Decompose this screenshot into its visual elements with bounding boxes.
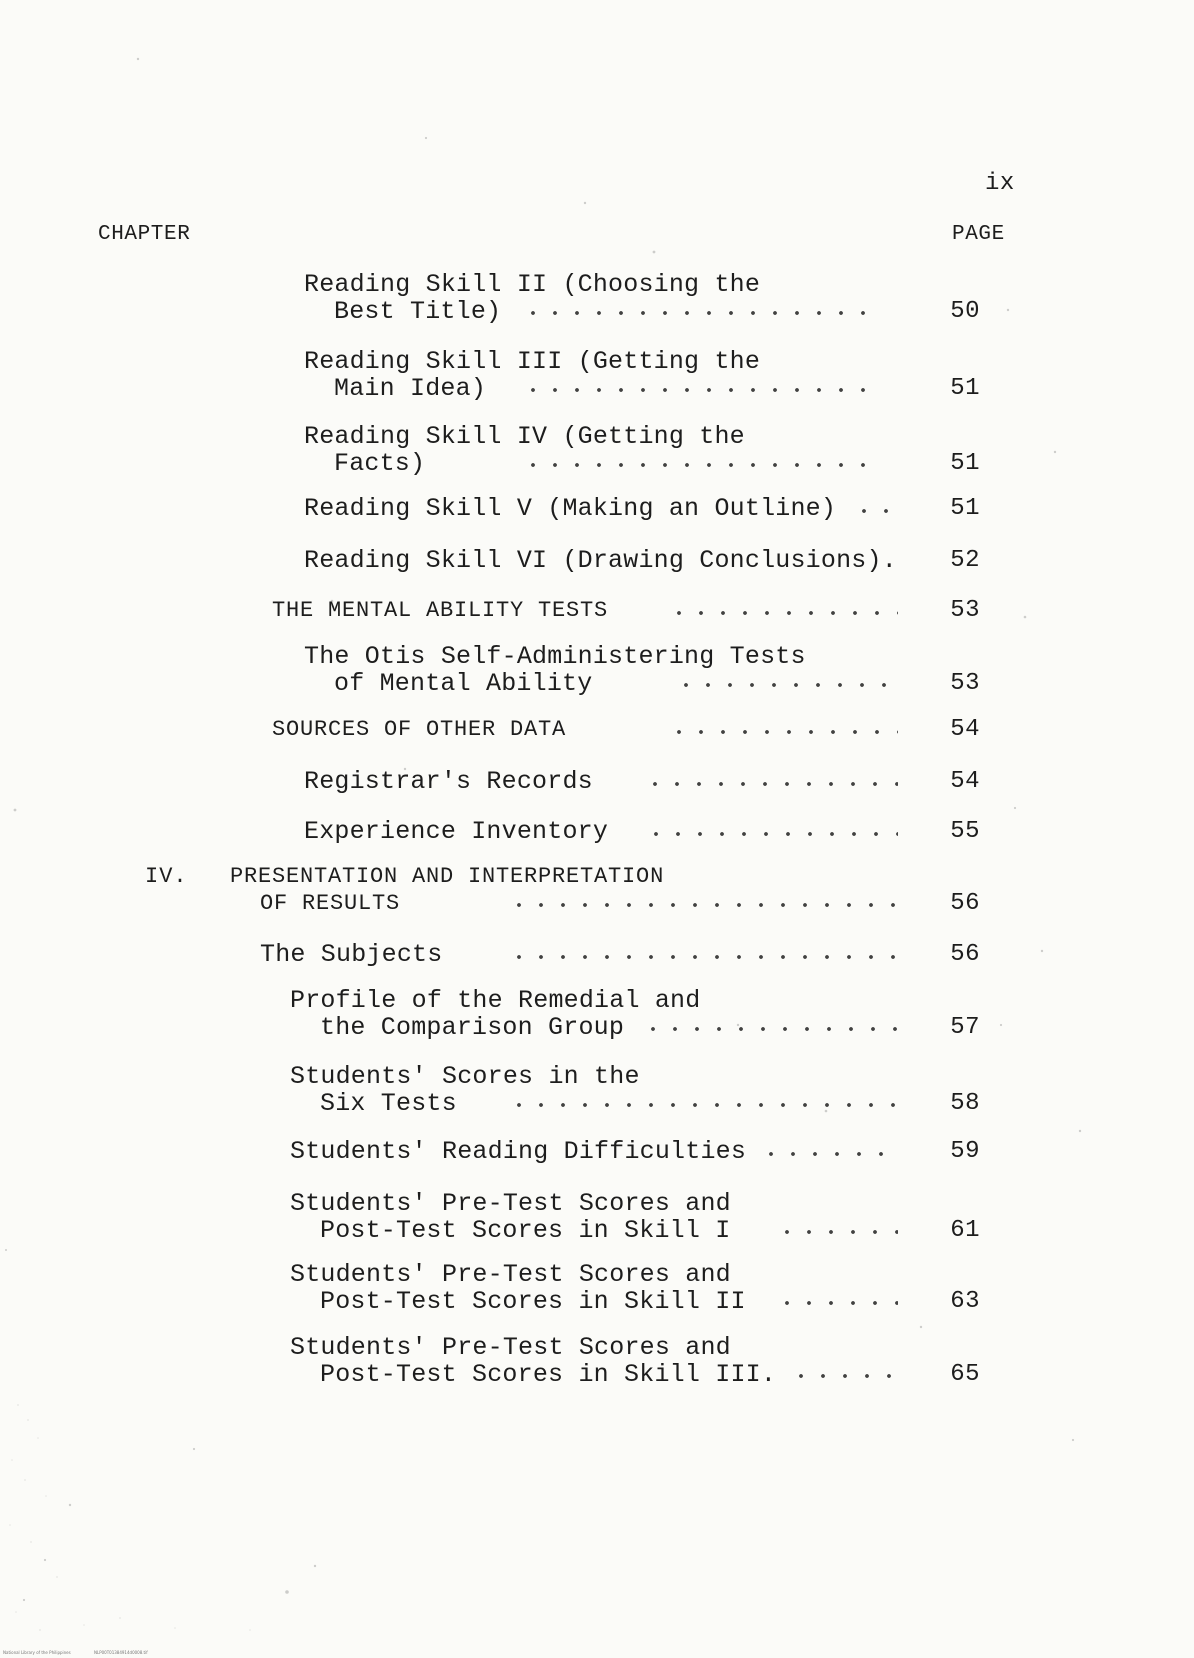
page-number: 54 — [950, 716, 980, 743]
dot-leader — [522, 307, 880, 319]
toc-entry-scores-six-tests — [40, 1063, 980, 1123]
entry-label: SOURCES OF OTHER DATA — [272, 717, 567, 742]
page-number: 56 — [950, 941, 980, 968]
dot-leader — [522, 384, 880, 396]
toc-entry-reading-skill-ii — [40, 271, 980, 331]
page-number: 65 — [950, 1361, 980, 1388]
entry-label: Registrar's Records — [304, 767, 593, 796]
entry-label: Reading Skill VI (Drawing Conclusions). — [304, 546, 897, 575]
toc-entry-reading-skill-iii — [40, 348, 980, 408]
page-number: 53 — [950, 597, 980, 624]
toc-entry-scores-skill-iii — [40, 1334, 980, 1394]
toc-entry-profile-groups — [40, 987, 980, 1047]
toc-entry-chapter-iv — [40, 863, 980, 923]
toc-entry-scores-skill-ii — [40, 1261, 980, 1321]
page-folio: ix — [985, 170, 1015, 197]
page-number: 51 — [950, 450, 980, 477]
dot-leader — [668, 607, 898, 619]
dot-leader — [508, 899, 898, 911]
dot-leader — [675, 679, 900, 691]
entry-label: Reading Skill V (Making an Outline) — [304, 494, 837, 523]
page-number: 55 — [950, 818, 980, 845]
entry-label-line-1: Students' Pre-Test Scores and — [290, 1333, 731, 1362]
toc-entry-reading-skill-iv — [40, 423, 980, 483]
dot-leader — [790, 1370, 898, 1382]
entry-label: The Subjects — [260, 940, 443, 969]
entry-label-line-2: Post-Test Scores in Skill II — [320, 1287, 746, 1316]
toc-entry-otis-tests — [40, 643, 980, 703]
page-number: 51 — [950, 495, 980, 522]
entry-label-line-2: Facts) — [334, 449, 426, 478]
dot-leader — [522, 459, 880, 471]
page-column-heading: PAGE — [952, 223, 1005, 246]
entry-label-line-1: The Otis Self-Administering Tests — [304, 642, 806, 671]
entry-label-line-2: Six Tests — [320, 1089, 457, 1118]
entry-label-line-1: Students' Pre-Test Scores and — [290, 1189, 731, 1218]
entry-label-line-1: Profile of the Remedial and — [290, 986, 701, 1015]
page-number: 51 — [950, 375, 980, 402]
dot-leader — [508, 951, 898, 963]
entry-label-line-1: Reading Skill IV (Getting the — [304, 422, 745, 451]
page-number: 53 — [950, 670, 980, 697]
entry-label-line-2: Post-Test Scores in Skill I — [320, 1216, 731, 1245]
scan-footer — [3, 1650, 148, 1655]
page-number: 54 — [950, 768, 980, 795]
scan-code: NLP00T01384914d0008.tif — [94, 1650, 148, 1655]
entry-label-line-2: Main Idea) — [334, 374, 487, 403]
entry-label-line-1: Reading Skill II (Choosing the — [304, 270, 761, 299]
entry-label-line-1: Reading Skill III (Getting the — [304, 347, 761, 376]
entry-label-line-1: Students' Scores in the — [290, 1062, 640, 1091]
chapter-column-heading: CHAPTER — [98, 223, 191, 246]
page-number: 59 — [950, 1138, 980, 1165]
entry-label-line-1: Students' Pre-Test Scores and — [290, 1260, 731, 1289]
entry-label-line-2: the Comparison Group — [320, 1013, 625, 1042]
scan-credit: National Library of the Philippines — [3, 1650, 71, 1655]
page-number: 56 — [950, 890, 980, 917]
entry-label: Experience Inventory — [304, 817, 609, 846]
dot-leader — [508, 1099, 898, 1111]
page-number: 58 — [950, 1090, 980, 1117]
dot-leader — [668, 726, 898, 738]
entry-label-line-2: of Mental Ability — [334, 669, 593, 698]
dot-leader — [642, 1023, 898, 1035]
page-number: 50 — [950, 298, 980, 325]
dot-leader — [760, 1148, 898, 1160]
entry-label-line-2: OF RESULTS — [260, 891, 401, 916]
page-number: 61 — [950, 1217, 980, 1244]
entry-label-line-1: PRESENTATION AND INTERPRETATION — [230, 864, 665, 889]
dot-leader — [776, 1226, 898, 1238]
page-number: 52 — [950, 547, 980, 574]
entry-label-line-2: Best Title) — [334, 297, 502, 326]
dot-leader — [644, 778, 898, 790]
entry-label: THE MENTAL ABILITY TESTS — [272, 598, 609, 623]
page-number: 57 — [950, 1014, 980, 1041]
toc-entry-scores-skill-i — [40, 1190, 980, 1250]
entry-label-line-2: Post-Test Scores in Skill III. — [320, 1360, 777, 1389]
dot-leader — [776, 1297, 898, 1309]
dot-leader — [645, 828, 898, 840]
entry-label: Students' Reading Difficulties — [290, 1137, 747, 1166]
dot-leader — [853, 505, 893, 517]
page-number: 63 — [950, 1288, 980, 1315]
chapter-number: IV. — [145, 864, 188, 889]
